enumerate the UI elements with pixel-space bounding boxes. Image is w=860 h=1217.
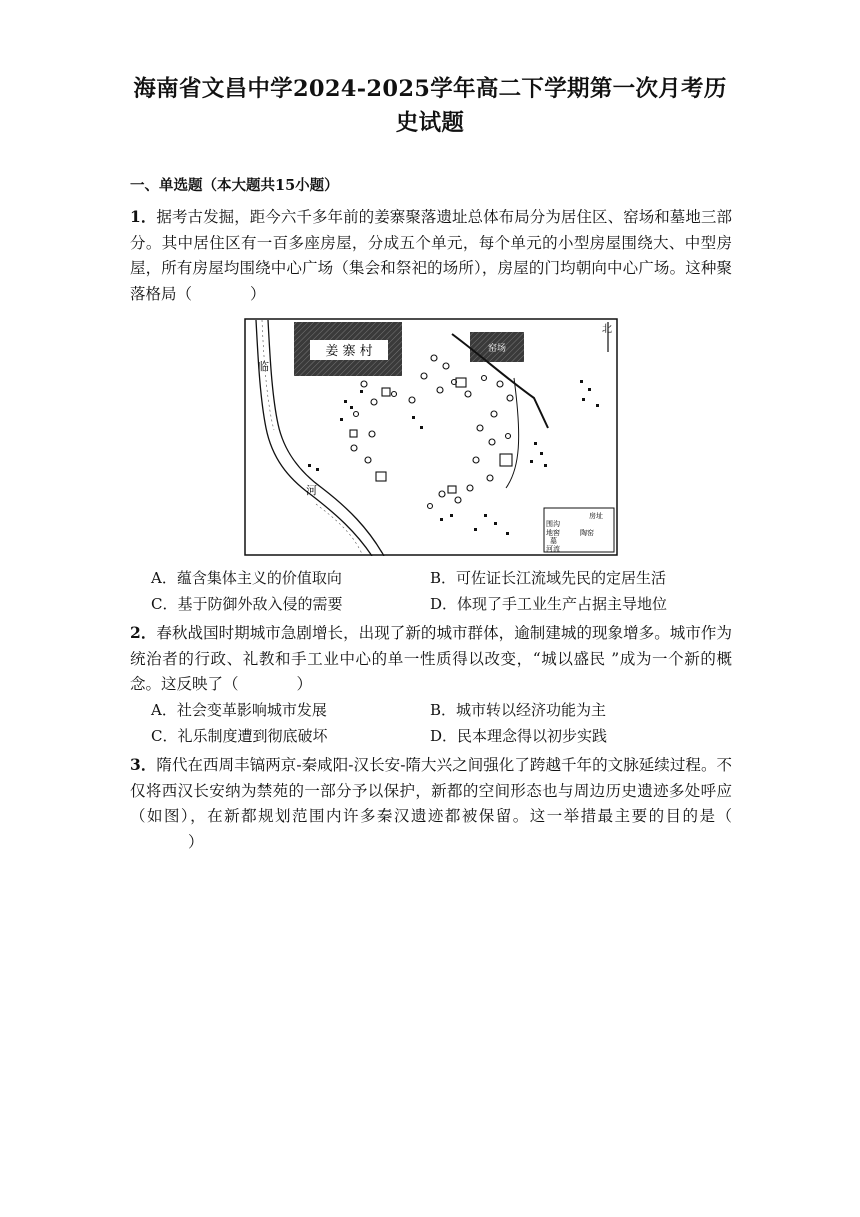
option-1a[interactable] — [151, 567, 342, 589]
option-label: B． — [430, 701, 457, 719]
question-number: 1． — [130, 207, 157, 226]
river-label-he: 河 — [306, 484, 317, 497]
question-2 — [130, 620, 732, 698]
title-line-1: 海南省文昌中学2024-2025学年高二下学期第一次月考历 — [133, 76, 727, 102]
kiln-label: 窑场 — [487, 344, 507, 354]
option-label: A． — [151, 569, 177, 587]
legend-kiln: 陶窑 — [580, 529, 594, 537]
legend-house: 房址 — [589, 512, 603, 520]
legend-river: 河流 — [546, 545, 560, 553]
question-stem: 据考古发掘，距今六千多年前的姜寨聚落遗址总体布局分为居住区、窑场和墓地三部分。其中居住区有一百多座房屋，分成五个单元，每个单元的小型房屋围绕大、中型房屋，所有房屋均围绕中心广场（集会和祭祀的场所），房屋的门均朝向中心广场。这种聚落格局（ — [130, 208, 732, 303]
option-label: D． — [430, 595, 458, 613]
river-label-lin: 临 — [258, 360, 269, 373]
legend-ditch: 围沟 — [546, 520, 560, 528]
option-label: C． — [151, 727, 178, 745]
question-number: 2． — [130, 623, 157, 642]
option-label: A． — [151, 701, 177, 719]
question-stem: 隋代在西周丰镐两京-秦咸阳-汉长安-隋大兴之间强化了跨越千年的文脉延续过程。不仅将西汉长安纳为禁苑的一部分予以保护，新都的空间形态也与周边历史遗迹多处呼应（如图），在新都规划范围内许多秦汉遗迹都被保留。这一举措最主要的目的是（ — [130, 756, 732, 825]
option-text: 城市转以经济功能为主 — [456, 701, 607, 719]
question-stem-end: ） — [250, 284, 266, 303]
option-label: D． — [430, 727, 458, 745]
option-text: 礼乐制度遭到彻底破坏 — [177, 727, 328, 745]
option-2b[interactable] — [430, 699, 606, 721]
section-heading: 一、单选题（本大题共15小题） — [130, 177, 339, 194]
jiangzhai-site-map — [244, 318, 618, 556]
village-label: 姜 寨 村 — [325, 344, 373, 359]
option-text: 基于防御外敌入侵的需要 — [177, 595, 343, 613]
question-3 — [130, 752, 732, 855]
question-1 — [130, 204, 732, 307]
option-1d[interactable] — [430, 593, 667, 615]
option-label: C． — [151, 595, 178, 613]
question-stem-end: ） — [188, 832, 204, 851]
option-text: 体现了手工业生产占据主导地位 — [457, 595, 668, 613]
north-label: 北 — [602, 324, 612, 335]
option-label: B． — [430, 569, 457, 587]
question-stem-end: ） — [296, 675, 313, 693]
option-text: 社会变革影响城市发展 — [176, 701, 327, 719]
question-number: 3． — [130, 755, 157, 774]
option-2a[interactable] — [151, 699, 327, 721]
option-text: 民本理念得以初步实践 — [457, 727, 608, 745]
exam-title — [100, 72, 760, 140]
question-stem: 春秋战国时期城市急剧增长，出现了新的城市群体，逾制建城的现象增多。城市作为统治者的行政、礼教和手工业中心的单一性质得以改变，“城以盛民 ”成为一个新的概念。这反映了（ — [130, 624, 732, 693]
legend-tomb: 墓 — [550, 537, 557, 545]
option-2d[interactable] — [430, 725, 607, 747]
title-line-2: 史试题 — [395, 110, 465, 136]
option-2c[interactable] — [151, 725, 328, 747]
option-1b[interactable] — [430, 567, 666, 589]
option-1c[interactable] — [151, 593, 343, 615]
legend-cellar: 地窖 — [546, 529, 560, 537]
option-text: 蕴含集体主义的价值取向 — [176, 569, 342, 587]
option-text: 可佐证长江流域先民的定居生活 — [456, 569, 667, 587]
